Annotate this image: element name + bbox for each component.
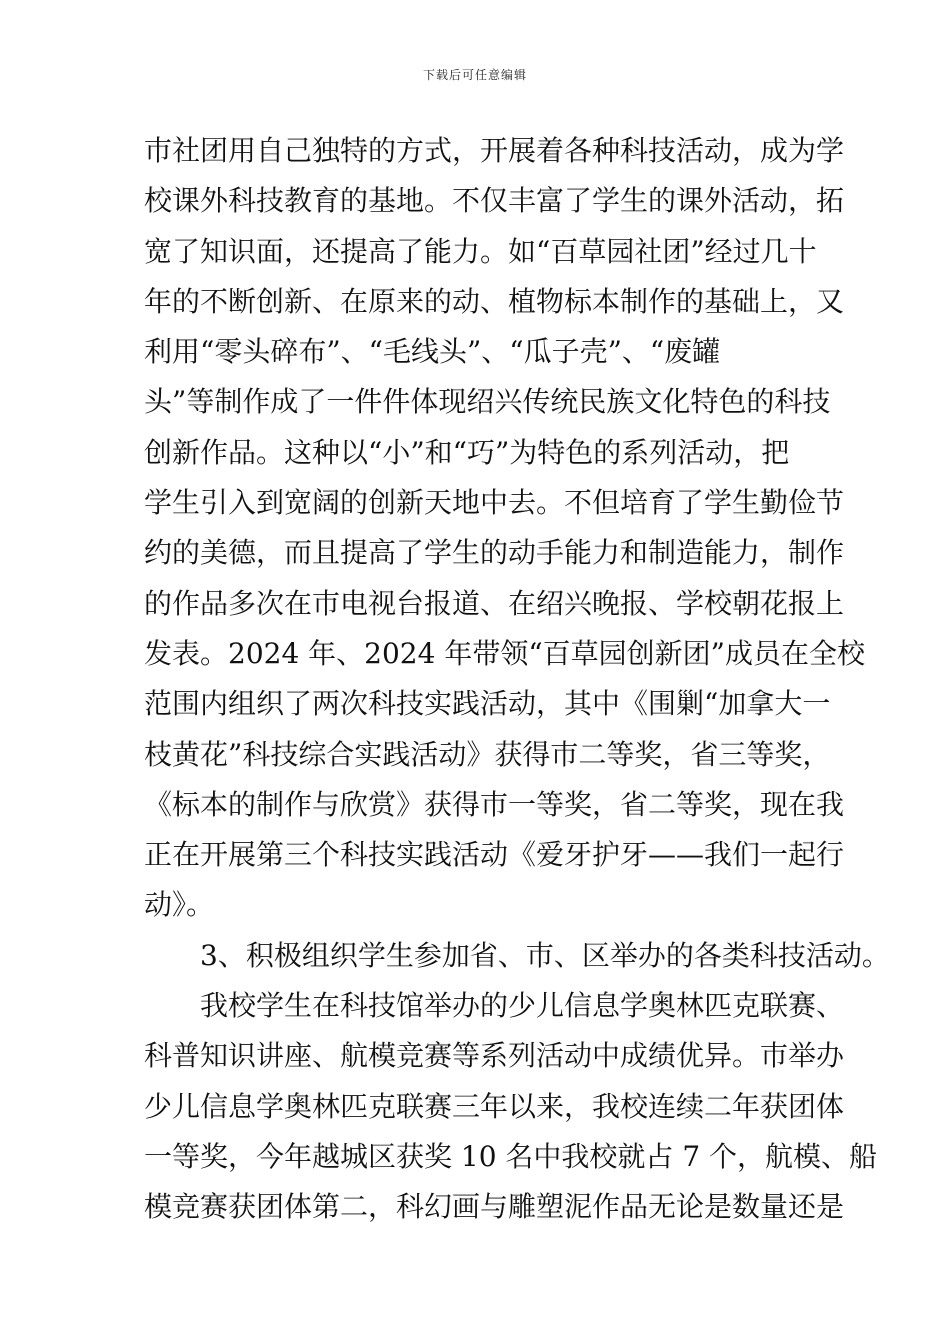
text-line: 《标本的制作与欣赏》获得巿一等奖，省二等奖，现在我 xyxy=(144,787,845,821)
text-line: 学生引入到宽阔的创新天地中去。不但培育了学生勤俭节 xyxy=(144,486,845,520)
text-line: 头”等制作成了一件件体现绍兴传统民族文化特色的科技 xyxy=(144,385,831,419)
text-line: 动》。 xyxy=(144,888,215,922)
text-line: 发表。2024 年、2024 年带领“百草园创新团”成员在全校 xyxy=(144,636,865,670)
text-line: 枝黄花”科技综合实践活动》获得巿二等奖，省三等奖， xyxy=(144,737,831,771)
text-line: 范围内组织了两次科技实践活动，其中《围剿“加拿大一 xyxy=(144,687,831,721)
text-line: 正在开展第三个科技实践活动《爱牙护牙——我们一起行 xyxy=(144,838,845,872)
text-line: 创新作品。这种以“小”和“巧”为特色的系列活动，把 xyxy=(144,435,790,469)
text-line: 科普知识讲座、航模竞赛等系列活动中成绩优异。巿举办 xyxy=(144,1039,845,1073)
text-line: 校课外科技教育的基地。不仅丰富了学生的课外活动，拓 xyxy=(144,184,845,218)
text-line: 约的美德，而且提高了学生的动手能力和制造能力，制作 xyxy=(144,536,845,570)
section-heading: 3、积极组织学生参加省、巿、区举办的各类科技活动。 xyxy=(200,938,890,972)
text-line: 的作品多次在巿电视台报道、在绍兴晚报、学校朝花报上 xyxy=(144,586,845,620)
text-line: 一等奖，今年越城区获奖 10 名中我校就占 7 个，航模、船 xyxy=(144,1139,878,1173)
text-line: 少儿信息学奥林匹克联赛三年以来，我校连续二年获团体 xyxy=(144,1089,845,1123)
text-line: 年的不断创新、在原来的动、植物标本制作的基础上，又 xyxy=(144,284,845,318)
text-line: 利用“零头碎布”、“毛线头”、“瓜子壳”、“废罐 xyxy=(144,335,721,369)
text-line: 我校学生在科技馆举办的少儿信息学奥林匹克联赛、 xyxy=(200,989,845,1023)
text-line: 宽了知识面，还提高了能力。如“百草园社团”经过几十 xyxy=(144,234,817,268)
text-line: 巿社团用自己独特的方式，开展着各种科技活动，成为学 xyxy=(144,134,845,167)
page-header: 下载后可任意编辑 xyxy=(422,68,527,82)
document-body xyxy=(144,126,890,1233)
text-line: 模竞赛获团体第二，科幻画与雕塑泥作品无论是数量还是 xyxy=(144,1190,845,1224)
